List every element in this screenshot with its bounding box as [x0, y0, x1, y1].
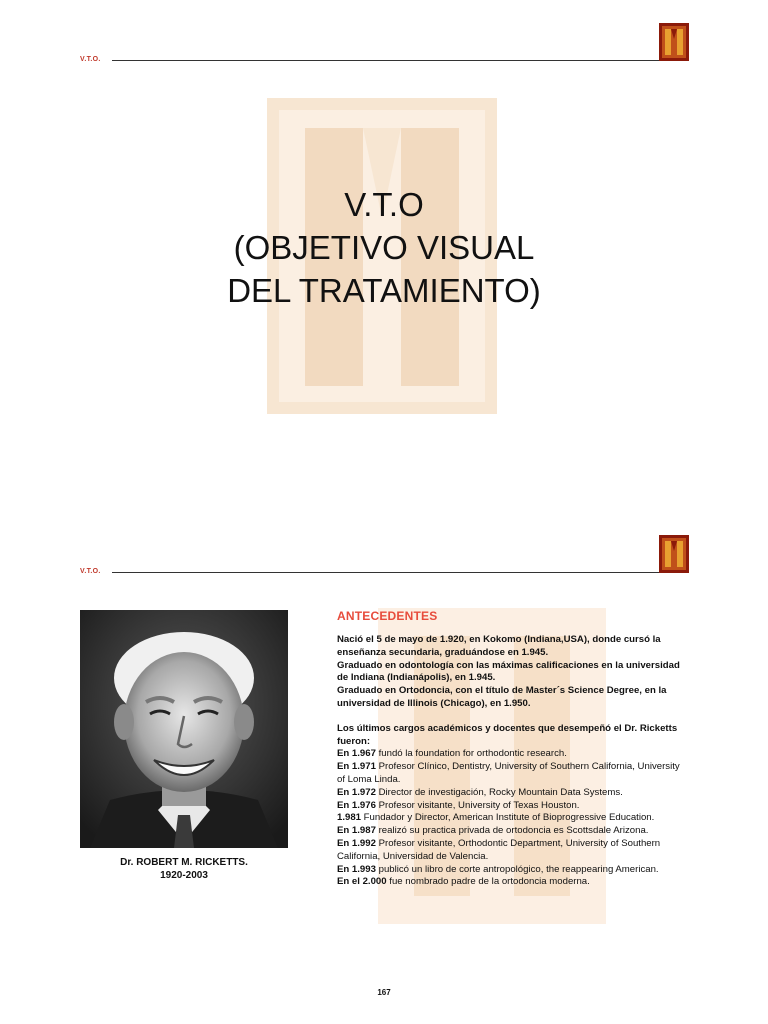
bio-item: En 1.993 publicó un libro de corte antropológico, the reappearing American. — [337, 863, 659, 875]
header-label-2: V.T.O. — [80, 568, 101, 575]
bio-item: En el 2.000 fue nombrado padre de la ortodoncia moderna. — [337, 876, 590, 888]
bio-item: En 1.992 Profesor visitante, Orthodontic Department, University of Southern California, Universidad de Valencia. — [337, 837, 661, 862]
title-line-2: (OBJETIVO VISUAL — [233, 229, 535, 266]
bio-item: En 1.971 Profesor Clínico, Dentistry, University of Southern California, University of Loma Linda. — [337, 761, 680, 785]
bio-item: En 1.972 Director de investigación, Rocky Mountain Data Systems. — [337, 786, 623, 798]
brand-logo-icon — [659, 23, 689, 61]
page-number: 167 — [377, 988, 391, 997]
title-line-1: V.T.O — [344, 186, 424, 223]
bio-paragraph: Nació el 5 de mayo de 1.920, en Kokomo (Indiana,USA), donde cursó la enseñanza secundaria, graduándose en 1.945. — [337, 634, 661, 658]
page-title — [0, 183, 768, 312]
bio-text — [337, 634, 689, 889]
bio-item: 1.981 Fundador y Director, American Institute of Bioprogressive Education. — [337, 812, 655, 824]
bio-item: En 1.976 Profesor visitante, University of Texas Houston. — [337, 799, 580, 811]
bio-paragraph: Graduado en Ortodoncia, con el título de Master´s Science Degree, en la universidad de Illinois (Chicago), en 1.950. — [337, 685, 667, 709]
portrait-caption — [80, 856, 288, 882]
brand-logo-icon-2 — [659, 535, 689, 573]
portrait-photo — [80, 610, 288, 848]
top-header — [0, 22, 768, 62]
caption-name: Dr. ROBERT M. RICKETTS. — [120, 857, 248, 868]
header-rule — [112, 60, 660, 61]
portrait-image — [80, 610, 288, 848]
bio-paragraph: Graduado en odontología con las máximas calificaciones en la universidad de Indiana (Indianápolis), en 1.945. — [337, 659, 680, 684]
bio-item: En 1.967 fundó la foundation for orthodontic research. — [337, 748, 567, 760]
bio-item: En 1.987 realizó su practica privada de ortodoncia es Scottsdale Arizona. — [337, 825, 649, 837]
second-header — [0, 534, 768, 574]
bio-intro: Los últimos cargos académicos y docentes que desempeñó el Dr. Ricketts fueron: — [337, 722, 678, 747]
header-rule-2 — [112, 572, 660, 573]
section-title: ANTECEDENTES — [337, 609, 438, 623]
title-line-3: DEL TRATAMIENTO) — [227, 272, 541, 309]
header-label: V.T.O. — [80, 56, 101, 63]
caption-years: 1920-2003 — [160, 870, 208, 881]
